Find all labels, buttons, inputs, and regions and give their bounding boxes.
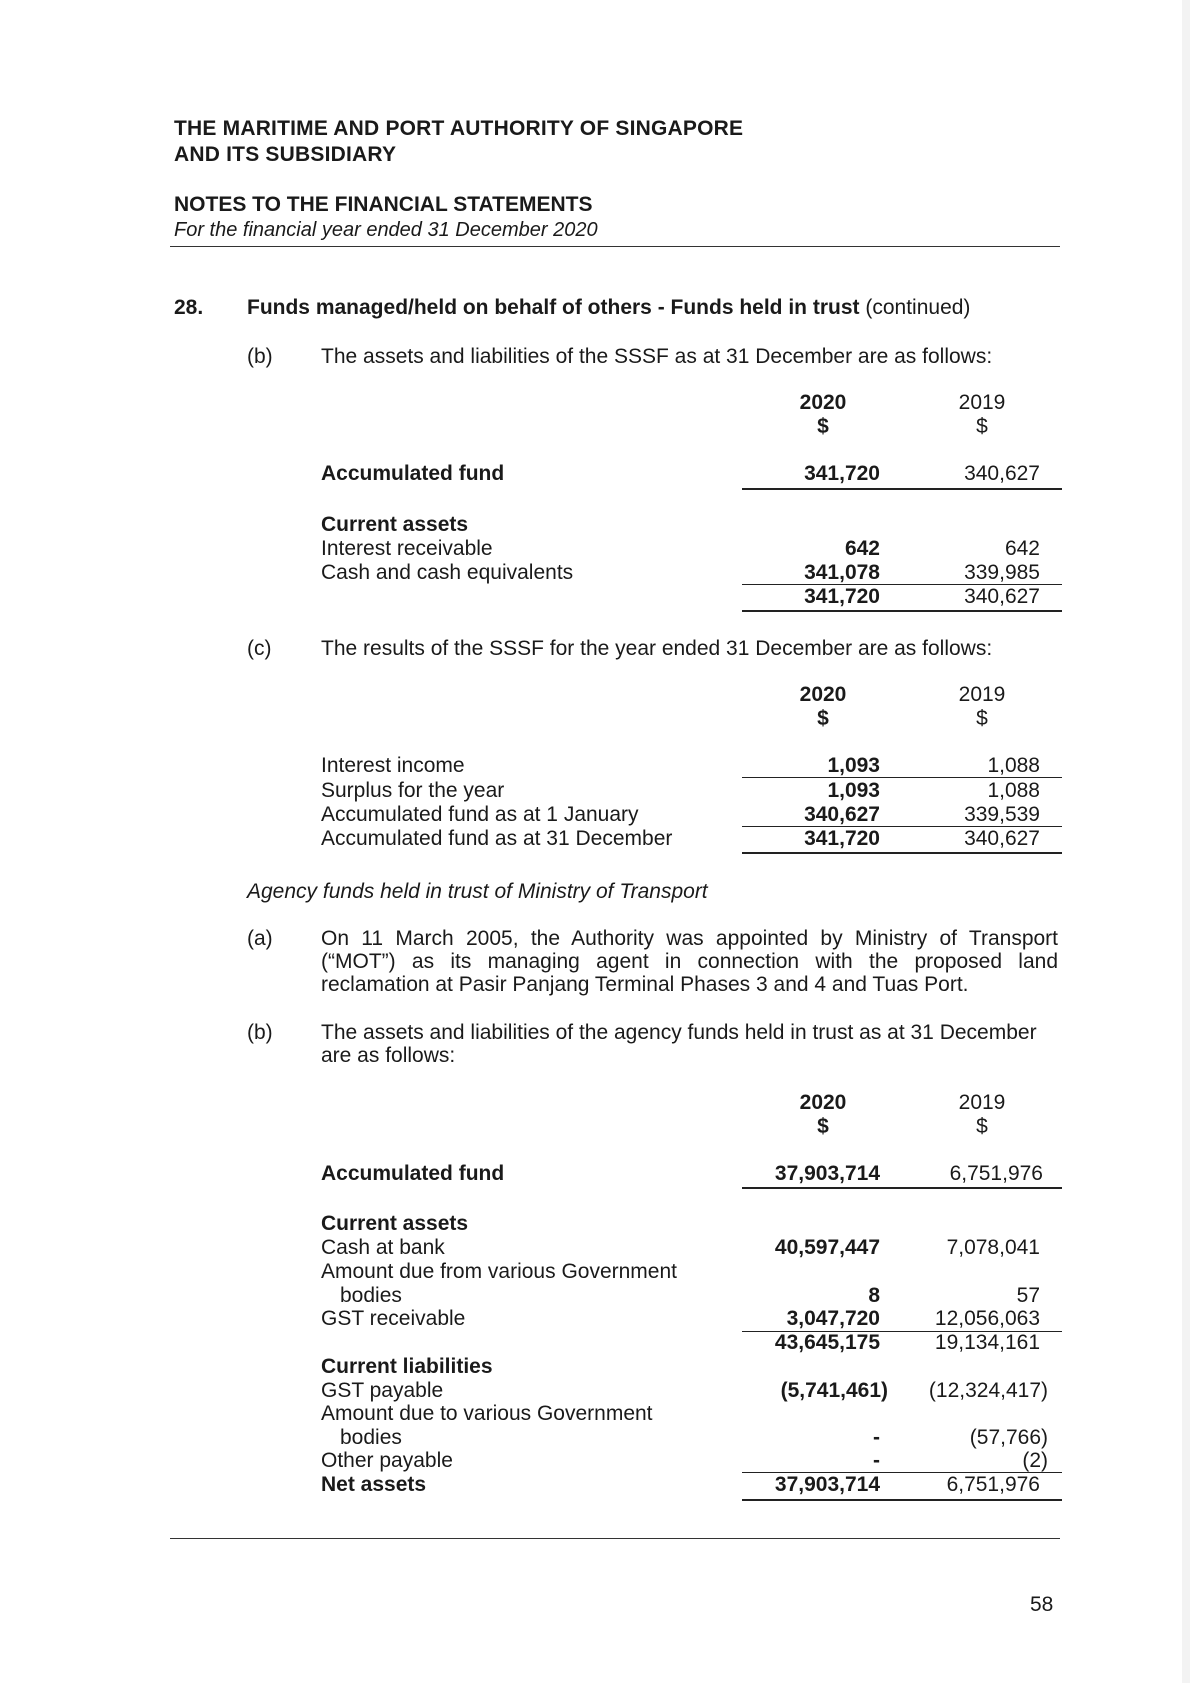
scan-edge [1182, 0, 1190, 1683]
sssf-c-intro: The results of the SSSF for the year ended 31 December are as follows: [321, 637, 993, 660]
agency-due-to-2020: - [873, 1426, 880, 1449]
agency-accumulated-fund-2020: 37,903,714 [774, 1162, 880, 1185]
rule [742, 777, 1062, 778]
agency-due-from-2020: 8 [868, 1284, 880, 1307]
table-row-label: Accumulated fund as at 31 December [321, 827, 673, 850]
sssf-b-total-2020: 341,720 [804, 585, 880, 608]
agency-currency-2020: $ [817, 1115, 829, 1138]
rule [742, 610, 1062, 612]
agency-due-from-2019: 57 [1016, 1284, 1040, 1307]
agency-accumulated-fund-2019: 6,751,976 [949, 1162, 1043, 1185]
agency-assets-total-2019: 19,134,161 [934, 1331, 1040, 1354]
sssf-b-currency-2019: $ [976, 415, 988, 438]
agency-accumulated-fund-label: Accumulated fund [321, 1162, 505, 1185]
notes-title: NOTES TO THE FINANCIAL STATEMENTS [174, 193, 593, 216]
footer-divider [170, 1538, 1060, 1539]
sssf-b-accumulated-fund-2019: 340,627 [964, 462, 1040, 485]
table-row-2020: 341,078 [804, 561, 880, 584]
section-title [247, 296, 970, 320]
agency-b-text: The assets and liabilities of the agency funds held in trust as at 31 December are as follows: [321, 1021, 1037, 1067]
table-row-label: Interest receivable [321, 537, 493, 560]
sssf-b-accumulated-fund-2020: 341,720 [804, 462, 880, 485]
period-subtitle: For the financial year ended 31 December 2020 [174, 219, 598, 241]
agency-col-2019: 2019 [958, 1091, 1006, 1114]
section-title-bold: Funds managed/held on behalf of others - Funds held in trust [247, 296, 860, 319]
section-number: 28. [174, 296, 204, 319]
agency-gst-payable-2019: (12,324,417) [928, 1379, 1048, 1402]
table-row-2020: 1,093 [827, 779, 880, 802]
agency-cash-at-bank-label: Cash at bank [321, 1236, 445, 1259]
section-title-suffix: (continued) [865, 296, 971, 319]
agency-gst-payable-label: GST payable [321, 1379, 444, 1402]
table-row-2019: 339,985 [964, 561, 1040, 584]
rule [742, 852, 1062, 854]
agency-net-assets-2020: 37,903,714 [774, 1473, 880, 1496]
org-name-line1: THE MARITIME AND PORT AUTHORITY OF SINGAPORE [174, 117, 744, 140]
sssf-c-currency-2020: $ [817, 707, 829, 730]
agency-due-from-line1: Amount due from various Government [321, 1260, 677, 1283]
sssf-b-total-2019: 340,627 [964, 585, 1040, 608]
sssf-b-accumulated-fund-label: Accumulated fund [321, 462, 505, 485]
agency-due-to-label: bodies [340, 1426, 402, 1449]
agency-current-liabilities-heading: Current liabilities [321, 1355, 493, 1378]
sssf-b-current-assets-heading: Current assets [321, 513, 469, 536]
agency-gst-receivable-2020: 3,047,720 [786, 1307, 880, 1330]
sssf-b-currency-2020: $ [817, 415, 829, 438]
agency-due-from-label: bodies [340, 1284, 402, 1307]
agency-other-payable-2020: - [873, 1449, 880, 1472]
header-divider [170, 246, 1060, 247]
table-row-2020: 1,093 [827, 754, 880, 777]
rule [742, 1499, 1062, 1501]
agency-heading: Agency funds held in trust of Ministry of Transport [247, 880, 708, 903]
sssf-c-currency-2019: $ [976, 707, 988, 730]
table-row-2019: 1,088 [987, 779, 1040, 802]
table-row-2020: 340,627 [804, 803, 880, 826]
agency-a-marker: (a) [247, 927, 273, 950]
rule [742, 488, 1062, 490]
table-row-2020: 642 [844, 537, 880, 560]
sssf-b-col-2019: 2019 [958, 391, 1006, 414]
agency-other-payable-label: Other payable [321, 1449, 453, 1472]
agency-due-to-2019: (57,766) [969, 1426, 1048, 1449]
sssf-c-col-2019: 2019 [958, 683, 1006, 706]
sssf-b-marker: (b) [247, 345, 273, 368]
sssf-c-marker: (c) [247, 637, 272, 660]
table-row-2020: 341,720 [804, 827, 880, 850]
agency-currency-2019: $ [976, 1115, 988, 1138]
agency-a-text: On 11 March 2005, the Authority was appointed by Ministry of Transport (“MOT”) as its managing agent in connection with the proposed land reclamation at Pasir Panjang Terminal Phases 3 and 4 and Tuas Port. [321, 927, 1058, 996]
table-row-label: Surplus for the year [321, 779, 505, 802]
table-row-label: Interest income [321, 754, 465, 777]
agency-cash-at-bank-2020: 40,597,447 [774, 1236, 880, 1259]
agency-net-assets-2019: 6,751,976 [946, 1473, 1040, 1496]
table-row-label: Accumulated fund as at 1 January [321, 803, 639, 826]
sssf-c-col-2020: 2020 [799, 683, 847, 706]
table-row-2019: 340,627 [964, 827, 1040, 850]
table-row-2019: 1,088 [987, 754, 1040, 777]
agency-col-2020: 2020 [799, 1091, 847, 1114]
agency-cash-at-bank-2019: 7,078,041 [946, 1236, 1040, 1259]
sssf-b-intro: The assets and liabilities of the SSSF as at 31 December are as follows: [321, 345, 993, 368]
page-number: 58 [1030, 1593, 1054, 1616]
table-row-label: Cash and cash equivalents [321, 561, 574, 584]
table-row-2019: 339,539 [964, 803, 1040, 826]
agency-gst-receivable-label: GST receivable [321, 1307, 466, 1330]
agency-due-to-line1: Amount due to various Government [321, 1402, 653, 1425]
agency-b-marker: (b) [247, 1021, 273, 1044]
agency-net-assets-label: Net assets [321, 1473, 427, 1496]
org-name-line2: AND ITS SUBSIDIARY [174, 143, 397, 166]
sssf-b-col-2020: 2020 [799, 391, 847, 414]
agency-gst-receivable-2019: 12,056,063 [934, 1307, 1040, 1330]
agency-assets-total-2020: 43,645,175 [774, 1331, 880, 1354]
agency-other-payable-2019: (2) [1022, 1449, 1048, 1472]
rule [742, 1187, 1062, 1189]
agency-gst-payable-2020: (5,741,461) [780, 1379, 888, 1402]
agency-current-assets-heading: Current assets [321, 1212, 469, 1235]
table-row-2019: 642 [1004, 537, 1040, 560]
